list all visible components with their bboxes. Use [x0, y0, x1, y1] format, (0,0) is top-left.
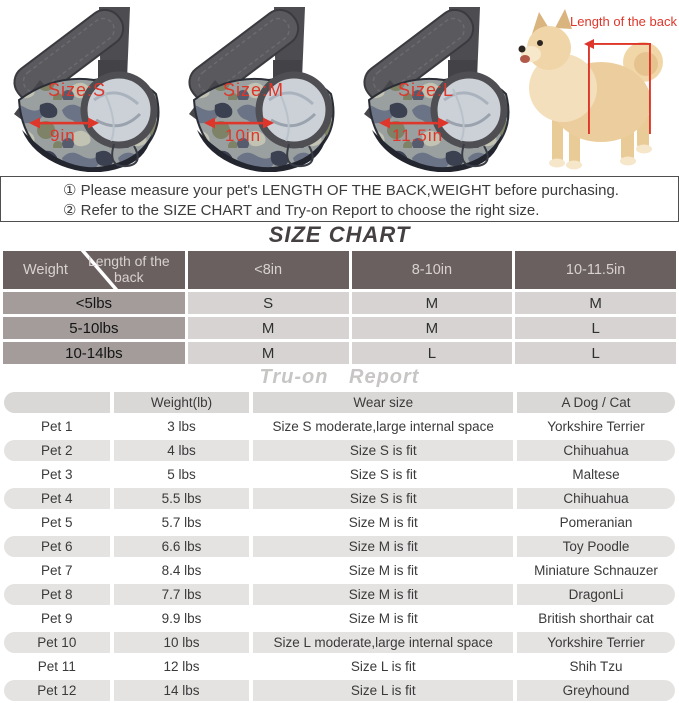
size-chart-row-under5lbs: [3, 292, 676, 314]
back-length-annotation: Length of the back: [570, 14, 677, 29]
pet-wear-size: Size L is fit: [253, 656, 513, 677]
width-label-l: 11.5in: [392, 126, 444, 145]
table-row: [4, 464, 675, 485]
size-cell: M: [352, 317, 513, 339]
note-line-2: ② Refer to the SIZE CHART and Try-on Report to choose the right size.: [63, 202, 540, 219]
table-row: [4, 416, 675, 437]
tryon-report-table: [0, 389, 679, 703]
table-row: [4, 512, 675, 533]
tryon-header-row: [4, 392, 675, 413]
size-cell: M: [515, 292, 676, 314]
size-label-m: Size:M: [223, 80, 285, 100]
pet-wear-size: Size M is fit: [253, 584, 513, 605]
table-row: [4, 536, 675, 557]
pet-id: Pet 10: [4, 632, 110, 653]
purchase-notes-box: [0, 176, 679, 222]
pet-id: Pet 11: [4, 656, 110, 677]
pet-wear-size: Size S is fit: [253, 488, 513, 509]
pet-weight: 12 lbs: [114, 656, 250, 677]
size-cell: M: [188, 317, 349, 339]
pet-weight: 14 lbs: [114, 680, 250, 701]
pet-id: Pet 8: [4, 584, 110, 605]
table-row: [4, 440, 675, 461]
pet-wear-size: Size M is fit: [253, 608, 513, 629]
size-chart-header-row: [3, 251, 676, 289]
width-label-m: 10in: [225, 126, 262, 145]
pet-id: Pet 3: [4, 464, 110, 485]
pet-wear-size: Size S moderate,large internal space: [253, 416, 513, 437]
pet-breed: Toy Poodle: [517, 536, 675, 557]
pet-breed: Chihuahua: [517, 488, 675, 509]
pet-id: Pet 2: [4, 440, 110, 461]
pet-id: Pet 5: [4, 512, 110, 533]
hero-section: [0, 0, 679, 176]
size-chart-col-8to10: 8-10in: [352, 251, 513, 289]
table-row: [4, 488, 675, 509]
pet-breed: Yorkshire Terrier: [517, 416, 675, 437]
size-chart-col-under8: <8in: [188, 251, 349, 289]
size-chart-title: SIZE CHART: [268, 222, 411, 247]
pet-wear-size: Size M is fit: [253, 536, 513, 557]
pet-id: Pet 6: [4, 536, 110, 557]
pet-wear-size: Size M is fit: [253, 560, 513, 581]
size-chart-corner-cell: [3, 251, 185, 289]
pet-weight: 8.4 lbs: [114, 560, 250, 581]
pet-breed: Yorkshire Terrier: [517, 632, 675, 653]
size-cell: L: [515, 342, 676, 364]
size-label-l: Size:L: [398, 80, 455, 100]
weight-range-label: <5lbs: [3, 292, 185, 314]
pet-weight: 9.9 lbs: [114, 608, 250, 629]
size-chart-col-10to115: 10-11.5in: [515, 251, 676, 289]
table-row: [4, 608, 675, 629]
pet-id: Pet 4: [4, 488, 110, 509]
table-row: [4, 656, 675, 677]
size-chart-table: [0, 248, 679, 367]
size-cell: L: [352, 342, 513, 364]
pet-breed: Shih Tzu: [517, 656, 675, 677]
pet-weight: 10 lbs: [114, 632, 250, 653]
dog-measurement-image: [508, 2, 677, 174]
size-chart-row-10to14lbs: [3, 342, 676, 364]
pet-breed: Miniature Schnauzer: [517, 560, 675, 581]
tryon-col-pet: [4, 392, 110, 413]
pet-breed: Pomeranian: [517, 512, 675, 533]
pet-wear-size: Size S is fit: [253, 464, 513, 485]
pet-weight: 5 lbs: [114, 464, 250, 485]
pet-breed: British shorthair cat: [517, 608, 675, 629]
pet-id: Pet 9: [4, 608, 110, 629]
size-label-s: Size:S: [48, 80, 107, 100]
pet-wear-size: Size L is fit: [253, 680, 513, 701]
table-row: [4, 560, 675, 581]
pet-id: Pet 1: [4, 416, 110, 437]
size-cell: M: [352, 292, 513, 314]
pet-weight: 4 lbs: [114, 440, 250, 461]
sling-image-large: [356, 4, 521, 172]
tryon-col-weight: Weight(lb): [114, 392, 250, 413]
table-row: [4, 632, 675, 653]
note-line-1: ① Please measure your pet's LENGTH OF THE BACK,WEIGHT before purchasing.: [63, 182, 619, 199]
size-cell: M: [188, 342, 349, 364]
corner-col-label: Length of the back: [87, 253, 170, 285]
pet-breed: Greyhound: [517, 680, 675, 701]
table-row: [4, 680, 675, 701]
pet-weight: 5.5 lbs: [114, 488, 250, 509]
size-chart-row-5to10lbs: [3, 317, 676, 339]
sling-image-medium: [181, 4, 346, 172]
pet-weight: 7.7 lbs: [114, 584, 250, 605]
weight-range-label: 10-14lbs: [3, 342, 185, 364]
pet-weight: 5.7 lbs: [114, 512, 250, 533]
pet-id: Pet 12: [4, 680, 110, 701]
pet-weight: 3 lbs: [114, 416, 250, 437]
size-cell: S: [188, 292, 349, 314]
size-cell: L: [515, 317, 676, 339]
tryon-report-title: Tru-on Report: [259, 366, 420, 388]
tryon-col-breed: A Dog / Cat: [517, 392, 675, 413]
table-row: [4, 584, 675, 605]
weight-range-label: 5-10lbs: [3, 317, 185, 339]
sling-image-small: [6, 4, 171, 172]
pet-breed: DragonLi: [517, 584, 675, 605]
tryon-col-wearsize: Wear size: [253, 392, 513, 413]
pet-weight: 6.6 lbs: [114, 536, 250, 557]
pet-wear-size: Size M is fit: [253, 512, 513, 533]
width-label-s: 9in: [50, 126, 76, 145]
pet-breed: Chihuahua: [517, 440, 675, 461]
corner-row-label: Weight: [23, 262, 68, 278]
pet-breed: Maltese: [517, 464, 675, 485]
pet-wear-size: Size S is fit: [253, 440, 513, 461]
pet-id: Pet 7: [4, 560, 110, 581]
pet-wear-size: Size L moderate,large internal space: [253, 632, 513, 653]
